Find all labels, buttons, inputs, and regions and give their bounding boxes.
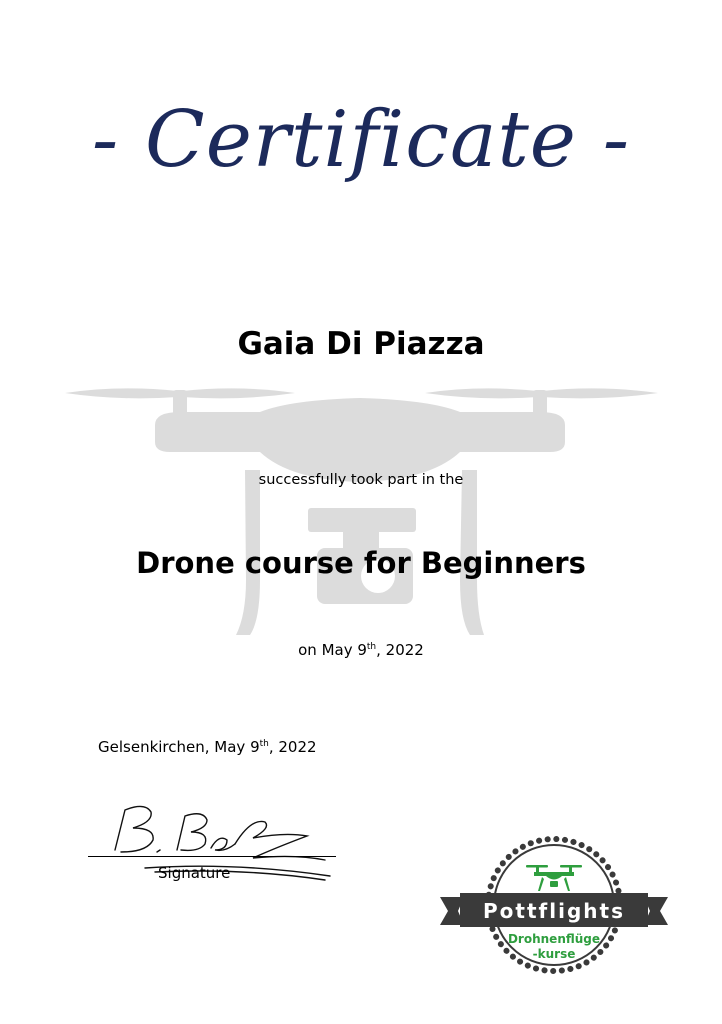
logo-brand: Pottflights [483,899,625,923]
logo-subtitle-line1: Drohnenflüge [507,932,601,946]
signature-line [88,856,336,857]
logo-subtitle-line2: -kurse [532,947,576,961]
course-date [0,641,722,659]
course-name: Drone course for Beginners [136,546,586,580]
issue-place-date [98,738,317,756]
issue-place-superscript: th [259,739,269,749]
course-date-superscript: th [366,642,377,652]
pottflights-logo [438,835,670,975]
course-date-suffix: , 2022 [376,641,424,659]
certificate-title: - Certificate - [91,95,631,185]
signature-label: Signature [158,864,231,882]
intro-text: successfully took part in the [258,472,464,488]
recipient-name: Gaia Di Piazza [237,326,485,362]
drone-icon [526,865,582,891]
drone-watermark-icon [60,380,670,640]
course-date-prefix: on May 9 [298,641,367,659]
issue-place-suffix: , 2022 [268,738,317,756]
issue-place-prefix: Gelsenkirchen, May 9 [98,738,260,756]
